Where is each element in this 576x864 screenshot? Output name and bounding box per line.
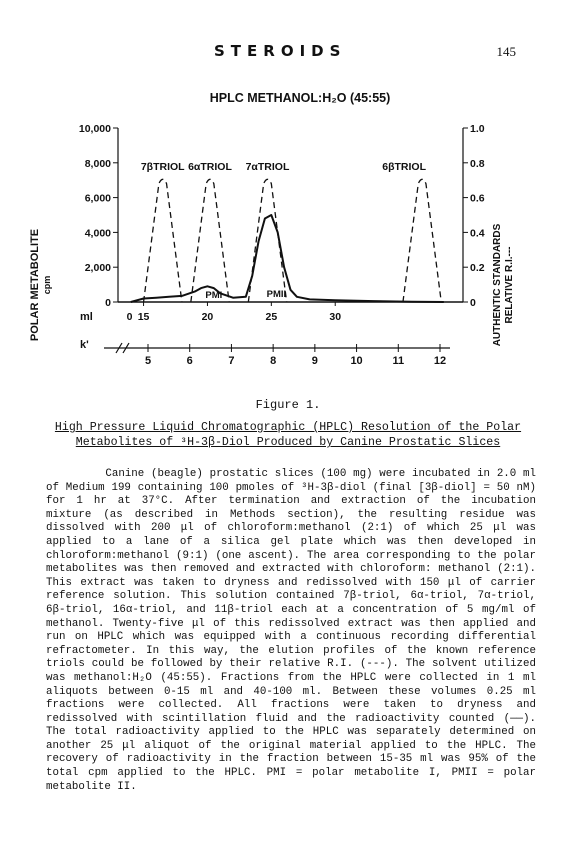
peak-label: 6βTRIOL <box>382 160 426 173</box>
y2-tick-label: 0.8 <box>470 157 485 170</box>
k-tick-label: 11 <box>392 355 405 367</box>
y2-axis-label-line2: RELATIVE R.I.--- <box>504 246 515 324</box>
hplc-chart <box>0 80 576 410</box>
k-tick-label: 5 <box>144 355 152 367</box>
reference-peak-line <box>403 179 441 302</box>
peak-label: 7βTRIOL <box>140 160 185 173</box>
figure-title-line1: High Pressure Liquid Chromatographic (HPLC) Resolution of the Polar <box>54 421 522 434</box>
y2-tick-label: 0 <box>470 297 476 309</box>
x-axis-label: ml <box>80 311 93 323</box>
body-paragraph: Canine (beagle) prostatic slices (100 mg) were incubated in 2.0 ml of Medium 199 containing 100 pmoles of ³H-3β-diol (final [3β-diol] = 50 nM) for 1 hr at 37°C. After termination and extraction of the incubation mixture (as described in Methods section), the resulting residue was dissolved with 200 μl of chloroform:methanol (2:1) of which 25 μl was applied to a lane of a silica gel plate which was then developed in chloroform:methanol (9:1) (one ascent). The area corresponding to the polar metabolites was then removed and extracted with chloroform: methanol (2:1). This extract was taken to dryness and redissolved with 150 μl of carrier reference solution. This solution contained 7β-triol, 6α-triol, 7α-triol, 6β-triol, 16α-triol, and 11β-triol each at a concentration of 5 mg/ml of methanol. Twenty-five μl of this redissolved extract was then applied and run on HPLC which was equipped with a continuous recording differential refractometer. In this way, the elution profiles of the known reference triols could be followed by their relative R.I. (---). The solvent utilized was methanol:H₂O (45:55). Fractions from the HPLC were collected in 1 ml aliquots between 0-15 ml and 40-100 ml. Between these volumes 0.25 ml fractions were collected. All fractions were taken to dryness and redissolved with scintillation fluid and the radioactivity counted (——). The total radioactivity applied to the HPLC was separately determined on another 25 μl aliquot of the original material applied to the HPLC. The recovery of radioactivity in the fraction between 15-35 ml was 95% of the total cpm applied to the HPLC. PMI = polar metabolite I, PMII = polar metabolite II. <box>46 468 536 793</box>
k-tick-label: 10 <box>350 355 363 367</box>
k-axis-label: k' <box>80 339 89 351</box>
k-tick-label: 9 <box>311 355 318 367</box>
reference-peak-line <box>144 179 182 302</box>
k-tick-label: 8 <box>270 355 277 367</box>
y-tick-label: 2,000 <box>84 262 111 275</box>
polar-metabolite-line <box>131 215 444 302</box>
y-axis-label-line1: POLAR METABOLITE <box>29 228 41 342</box>
peak-label: 6αTRIOL <box>188 160 232 173</box>
peak-label: 7αTRIOL <box>245 160 290 173</box>
y-tick-label: 10,000 <box>78 123 111 135</box>
y-axis-label-line2: cpm <box>42 275 52 295</box>
y2-tick-label: 1.0 <box>470 123 485 135</box>
x-tick-label: 20 <box>201 311 214 323</box>
journal-header <box>0 40 576 64</box>
x-tick-label-zero: 0 <box>126 311 133 323</box>
page-number: 145 <box>496 44 516 59</box>
figure-label: Figure 1. <box>255 398 321 412</box>
y-tick-label: 6,000 <box>84 192 111 205</box>
k-tick-label: 6 <box>186 355 193 367</box>
y-tick-label: 0 <box>105 297 111 309</box>
y-tick-label: 4,000 <box>84 227 111 240</box>
metabolite-annotation: PMI <box>205 289 223 301</box>
journal-name: STEROIDS <box>214 42 347 60</box>
y2-tick-label: 0.2 <box>470 262 485 275</box>
k-tick-label: 12 <box>433 355 447 367</box>
figure-title-line2: Metabolites of ³H-3β-Diol Produced by Canine Prostatic Slices <box>75 436 501 449</box>
x-tick-label: 15 <box>137 311 150 323</box>
plot-area <box>79 123 485 367</box>
y-tick-label: 8,000 <box>84 157 111 170</box>
y2-axis-label-line1: AUTHENTIC STANDARDS <box>492 223 503 347</box>
y2-tick-label: 0.4 <box>470 227 485 240</box>
metabolite-annotation: PMII <box>266 288 287 300</box>
chart-title: HPLC METHANOL:H₂O (45:55) <box>209 91 391 105</box>
reference-peak-line <box>191 179 229 302</box>
k-tick-label: 7 <box>228 355 235 367</box>
y2-tick-label: 0.6 <box>470 192 485 205</box>
x-tick-label: 30 <box>329 311 342 323</box>
reference-peak-line <box>248 179 286 302</box>
x-tick-label: 25 <box>265 311 278 323</box>
body-text <box>46 468 536 794</box>
